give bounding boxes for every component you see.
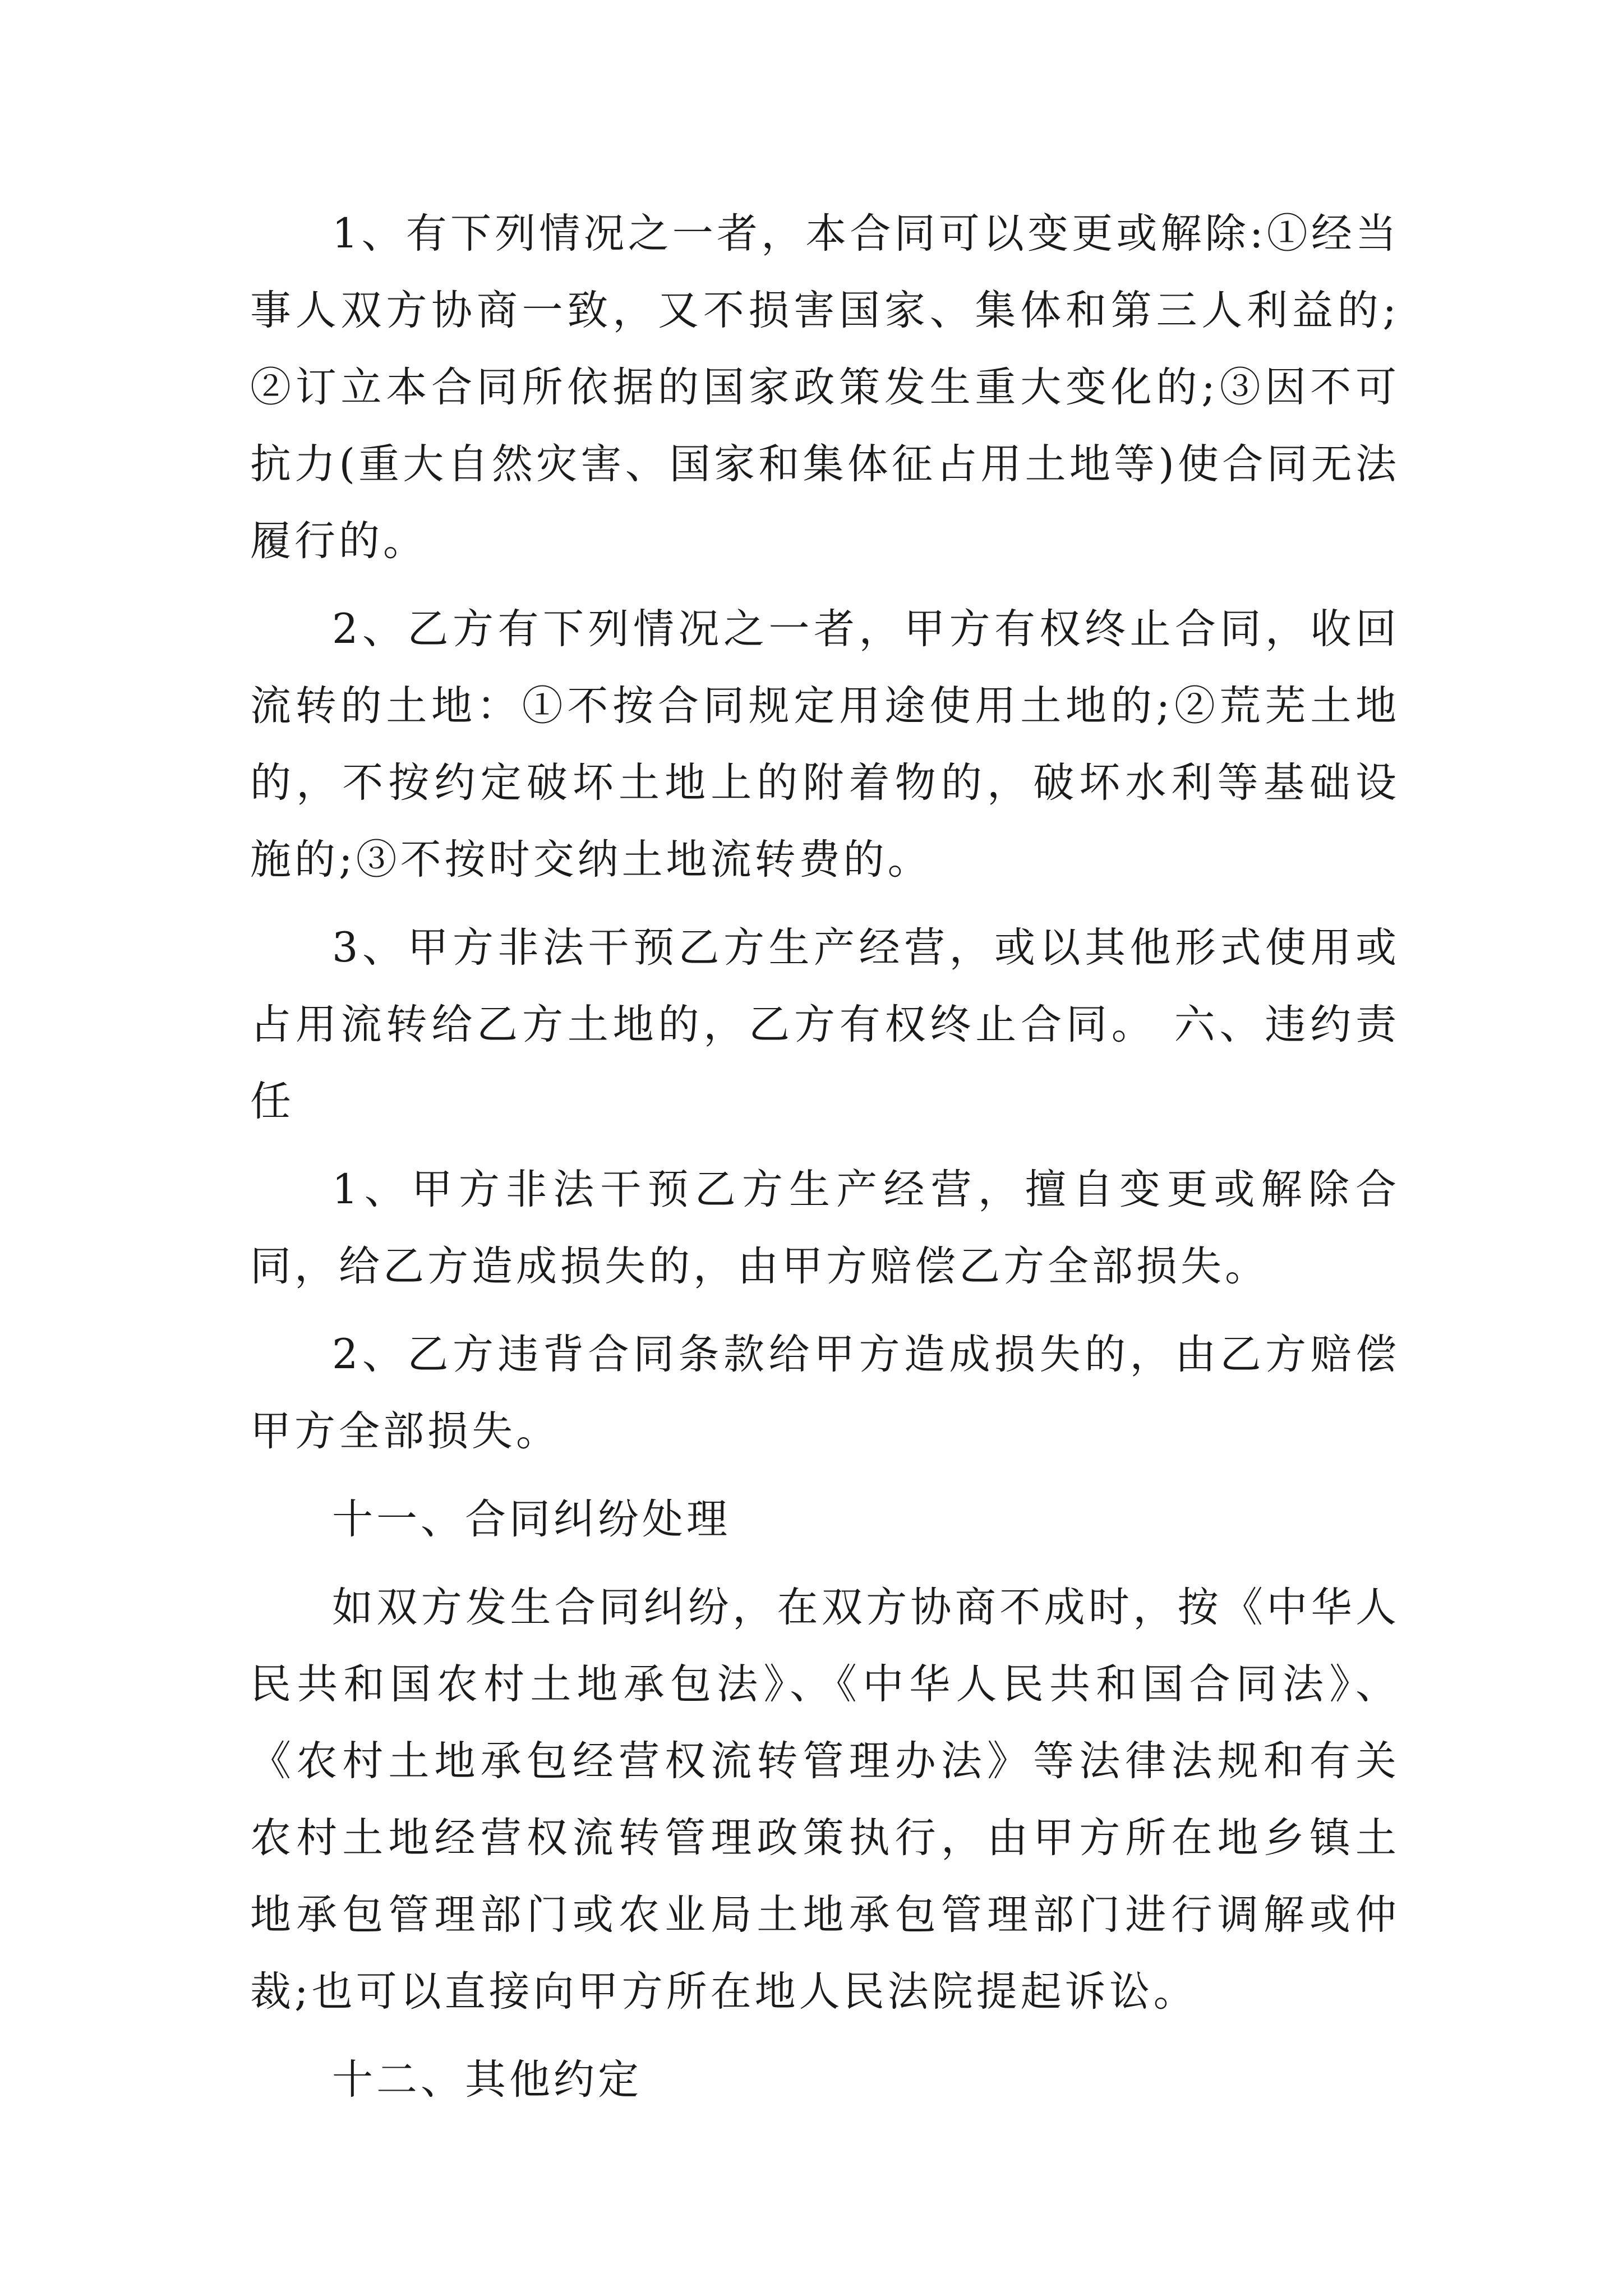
clause-2-termination-by-party-a: 2、乙方有下列情况之一者，甲方有权终止合同，收回流转的土地：①不按合同规定用途使用土地的;②荒芜土地的，不按约定破坏土地上的附着物的，破坏水利等基础设施的;③不按时交纳土地流转费的。	[250, 605, 1400, 884]
section-heading-other: 十二、其他约定	[332, 2056, 642, 2104]
section-heading-dispute: 十一、合同纠纷处理	[332, 1496, 731, 1543]
dispute-resolution-paragraph: 如双方发生合同纠纷，在双方协商不成时，按《中华人民共和国农村土地承包法》、《中华人民共和国合同法》、《农村土地承包经营权流转管理办法》等法律法规和有关农村土地经营权流转管理政策执行，由甲方所在地乡镇土地承包管理部门或农业局土地承包管理部门进行调解或仲裁;也可以直接向甲方所在地人民法院提起诉讼。	[250, 1584, 1400, 2016]
clause-3-termination-by-party-b: 3、甲方非法干预乙方生产经营，或以其他形式使用或占用流转给乙方土地的，乙方有权终止合同。 六、违约责任	[250, 924, 1400, 1125]
liability-clause-2: 2、乙方违背合同条款给甲方造成损失的，由乙方赔偿甲方全部损失。	[250, 1331, 1400, 1455]
document-body	[250, 195, 1400, 2129]
liability-clause-1: 1、甲方非法干预乙方生产经营，擅自变更或解除合同，给乙方造成损失的，由甲方赔偿乙方全部损失。	[250, 1166, 1400, 1290]
clause-1-modification: 1、有下列情况之一者，本合同可以变更或解除:①经当事人双方协商一致，又不损害国家、集体和第三人利益的;②订立本合同所依据的国家政策发生重大变化的;③因不可抗力(重大自然灾害、国家和集体征占用土地等)使合同无法履行的。	[250, 210, 1400, 565]
